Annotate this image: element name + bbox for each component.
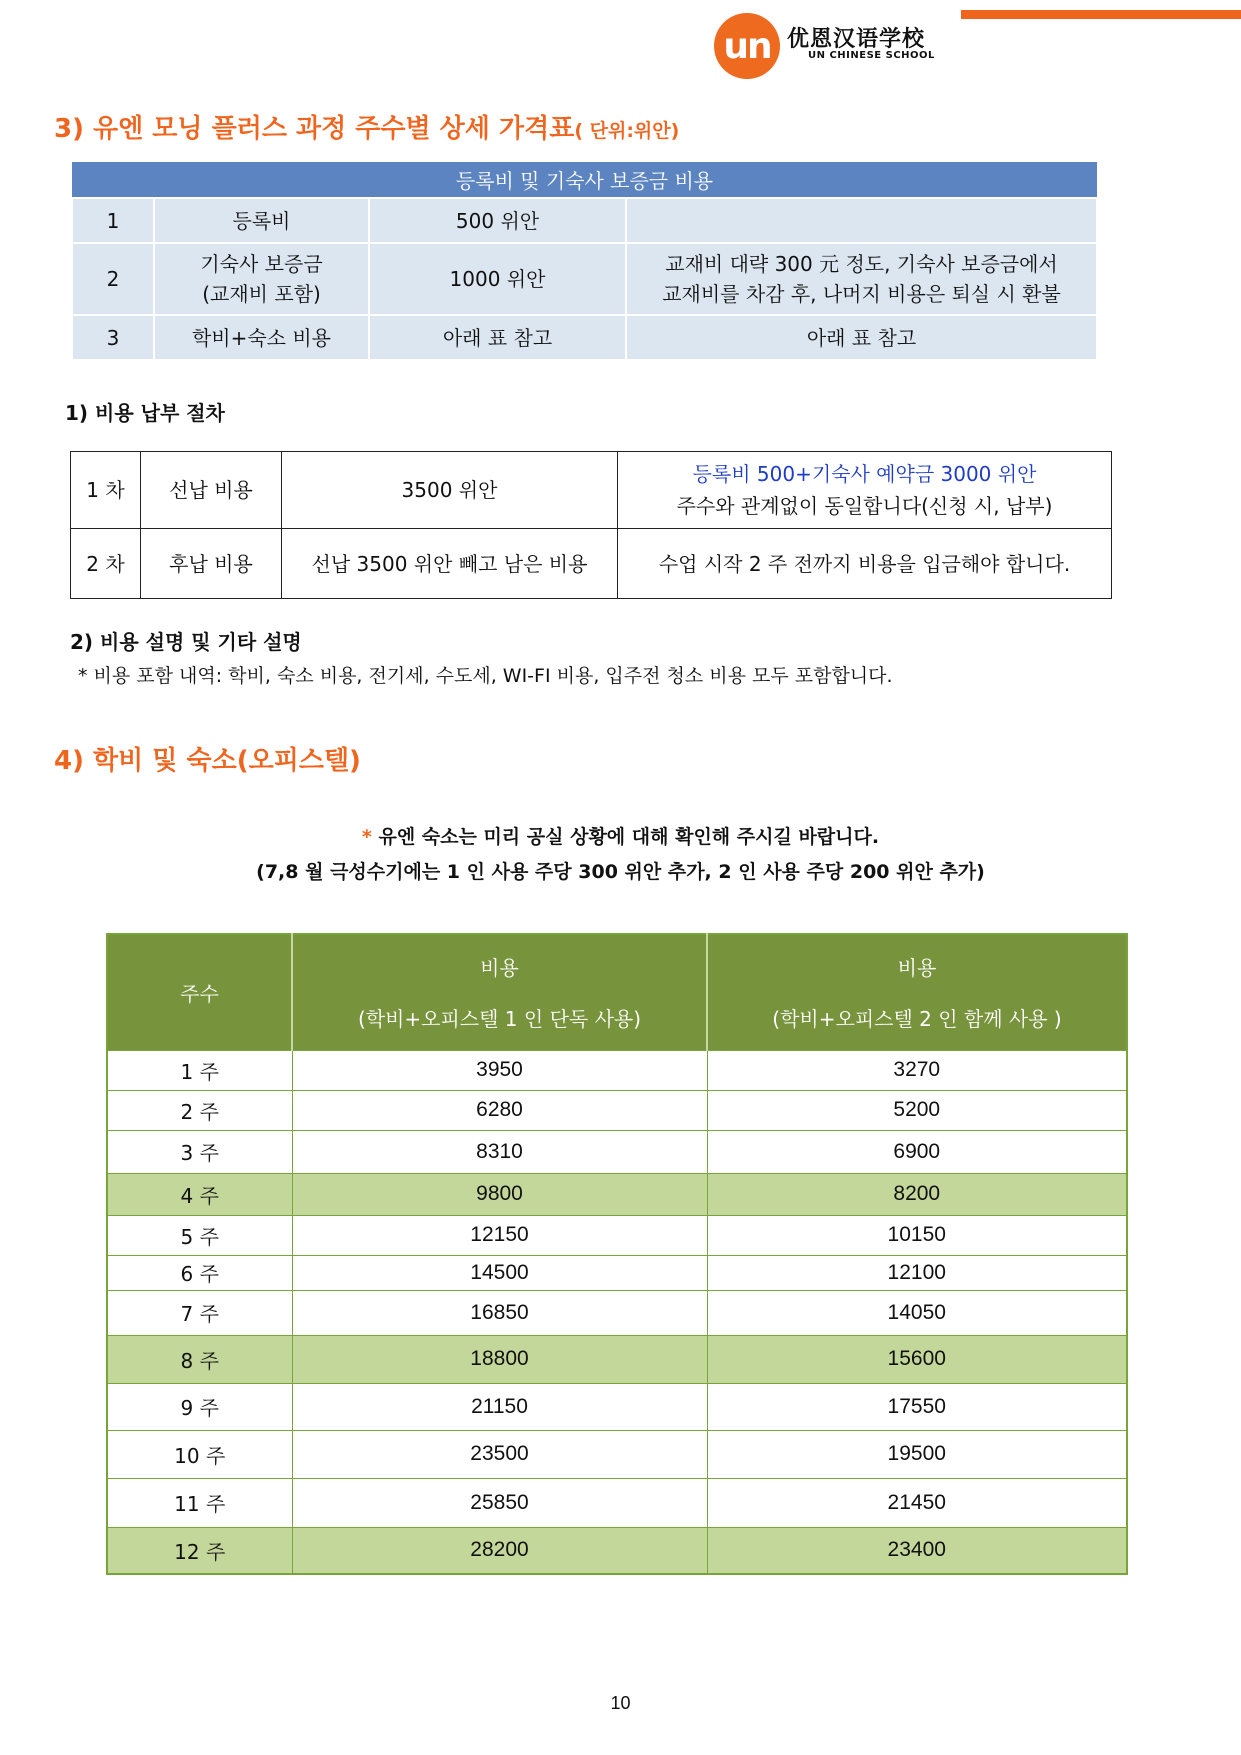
double-price-cell: 14050 — [707, 1290, 1127, 1335]
fee-amount: 1000 위안 — [369, 243, 626, 315]
single-price-cell: 6280 — [292, 1090, 707, 1130]
payment-amount: 선납 3500 위안 빼고 남은 비용 — [282, 529, 618, 599]
fee-note-line2: 교재비를 차감 후, 나머지 비용은 퇴실 시 환불 — [662, 282, 1061, 306]
table-header-row — [107, 934, 1127, 1050]
section3-title-text: 3) 유엔 모닝 플러스 과정 주수별 상세 가격표 — [54, 114, 575, 144]
payment-description: 수업 시작 2 주 전까지 비용을 입금해야 합니다. — [618, 529, 1112, 599]
single-price-cell: 14500 — [292, 1255, 707, 1290]
fee-item: 등록비 — [154, 198, 369, 243]
weeks-cell: 10 주 — [107, 1430, 292, 1478]
page-number: 10 — [610, 1693, 631, 1713]
payment-step: 2 차 — [71, 529, 141, 599]
school-name-chinese: 优恩汉语学校 — [787, 27, 926, 52]
col-double-header — [707, 934, 1127, 1050]
table-row — [107, 1383, 1127, 1430]
table-row — [72, 315, 1097, 360]
double-price-cell: 17550 — [707, 1383, 1127, 1430]
notice-star: * — [361, 826, 372, 848]
table-row — [107, 1478, 1127, 1527]
payment-label: 선납 비용 — [141, 452, 282, 529]
fee-item-line1: 기숙사 보증금 — [200, 252, 323, 276]
school-name-english: UN CHINESE SCHOOL — [808, 50, 935, 61]
col-weeks-header: 주수 — [107, 934, 292, 1050]
single-price-cell: 3950 — [292, 1050, 707, 1090]
table-row — [107, 1335, 1127, 1383]
double-price-cell: 15600 — [707, 1335, 1127, 1383]
payment-description — [618, 452, 1112, 529]
fee-amount: 아래 표 참고 — [369, 315, 626, 360]
fee-note: 아래 표 참고 — [626, 315, 1097, 360]
single-price-cell: 12150 — [292, 1215, 707, 1255]
section4-title: 4) 학비 및 숙소(오피스텔) — [54, 746, 361, 776]
double-price-cell: 10150 — [707, 1215, 1127, 1255]
double-price-cell: 8200 — [707, 1173, 1127, 1215]
weeks-cell: 6 주 — [107, 1255, 292, 1290]
table-row — [107, 1527, 1127, 1574]
fee-item — [154, 243, 369, 315]
payment-description-line2: 주수와 관계없이 동일합니다(신청 시, 납부) — [676, 494, 1053, 518]
fee-item: 학비+숙소 비용 — [154, 315, 369, 360]
weeks-cell: 9 주 — [107, 1383, 292, 1430]
table-row — [107, 1173, 1127, 1215]
col-single-header-line1: 비용 — [480, 956, 519, 981]
table-row — [71, 529, 1112, 599]
single-price-cell: 16850 — [292, 1290, 707, 1335]
school-logo-mark: un — [714, 13, 780, 79]
fee-note — [626, 198, 1097, 243]
payment-procedure-table — [70, 451, 1112, 599]
single-price-cell: 23500 — [292, 1430, 707, 1478]
fee-note-line1: 교재비 대략 300 元 정도, 기숙사 보증금에서 — [665, 252, 1058, 276]
registration-table-header: 등록비 및 기숙사 보증금 비용 — [72, 162, 1097, 198]
col-double-header-line1: 비용 — [897, 956, 937, 981]
payment-label: 후납 비용 — [141, 529, 282, 599]
single-price-cell: 9800 — [292, 1173, 707, 1215]
fee-note — [626, 243, 1097, 315]
table-row — [107, 1050, 1127, 1090]
double-price-cell: 6900 — [707, 1130, 1127, 1173]
weeks-cell: 2 주 — [107, 1090, 292, 1130]
payment-description-line1: 등록비 500+기숙사 예약금 3000 위안 — [692, 462, 1037, 486]
row-number: 2 — [72, 243, 154, 315]
row-number: 3 — [72, 315, 154, 360]
table-row — [107, 1430, 1127, 1478]
single-price-cell: 25850 — [292, 1478, 707, 1527]
weeks-cell: 1 주 — [107, 1050, 292, 1090]
section3-unit: ( 단위:위안) — [574, 120, 680, 142]
explanation-title: 2) 비용 설명 및 기타 설명 — [70, 630, 302, 654]
double-price-cell: 23400 — [707, 1527, 1127, 1574]
table-row — [72, 198, 1097, 243]
weeks-cell: 7 주 — [107, 1290, 292, 1335]
single-price-cell: 21150 — [292, 1383, 707, 1430]
table-row — [107, 1255, 1127, 1290]
fee-amount: 500 위안 — [369, 198, 626, 243]
table-row — [107, 1290, 1127, 1335]
col-double-header-line2: (학비+오피스텔 2 인 함께 사용 ) — [772, 1007, 1062, 1032]
table-row — [107, 1130, 1127, 1173]
table-row — [107, 1090, 1127, 1130]
weeks-cell: 11 주 — [107, 1478, 292, 1527]
double-price-cell: 3270 — [707, 1050, 1127, 1090]
single-price-cell: 18800 — [292, 1335, 707, 1383]
table-row — [107, 1215, 1127, 1255]
weeks-cell: 4 주 — [107, 1173, 292, 1215]
weeks-cell: 5 주 — [107, 1215, 292, 1255]
tuition-housing-table — [106, 933, 1128, 1575]
single-price-cell: 8310 — [292, 1130, 707, 1173]
double-price-cell: 19500 — [707, 1430, 1127, 1478]
payment-procedure-title: 1) 비용 납부 절차 — [65, 401, 225, 425]
weeks-cell: 3 주 — [107, 1130, 292, 1173]
section3-title — [54, 108, 679, 145]
weeks-cell: 12 주 — [107, 1527, 292, 1574]
row-number: 1 — [72, 198, 154, 243]
included-costs-note: * 비용 포함 내역: 학비, 숙소 비용, 전기세, 수도세, WI-FI 비용, 입주전 청소 비용 모두 포함합니다. — [78, 665, 893, 687]
col-single-header-line2: (학비+오피스텔 1 인 단독 사용) — [357, 1007, 642, 1032]
table-row — [72, 243, 1097, 315]
col-single-header — [292, 934, 707, 1050]
header-accent-bar — [961, 10, 1241, 19]
double-price-cell: 5200 — [707, 1090, 1127, 1130]
dorm-notice-line1 — [0, 822, 1241, 849]
table-row — [71, 452, 1112, 529]
fee-item-line2: (교재비 포함) — [202, 282, 321, 306]
registration-fee-table — [71, 162, 1098, 361]
notice-text: 유엔 숙소는 미리 공실 상황에 대해 확인해 주시길 바랍니다. — [371, 826, 880, 848]
dorm-notice-line2: (7,8 월 극성수기에는 1 인 사용 주당 300 위안 추가, 2 인 사용 주당 200 위안 추가) — [256, 861, 985, 883]
payment-amount: 3500 위안 — [282, 452, 618, 529]
payment-step: 1 차 — [71, 452, 141, 529]
double-price-cell: 21450 — [707, 1478, 1127, 1527]
double-price-cell: 12100 — [707, 1255, 1127, 1290]
weeks-cell: 8 주 — [107, 1335, 292, 1383]
single-price-cell: 28200 — [292, 1527, 707, 1574]
